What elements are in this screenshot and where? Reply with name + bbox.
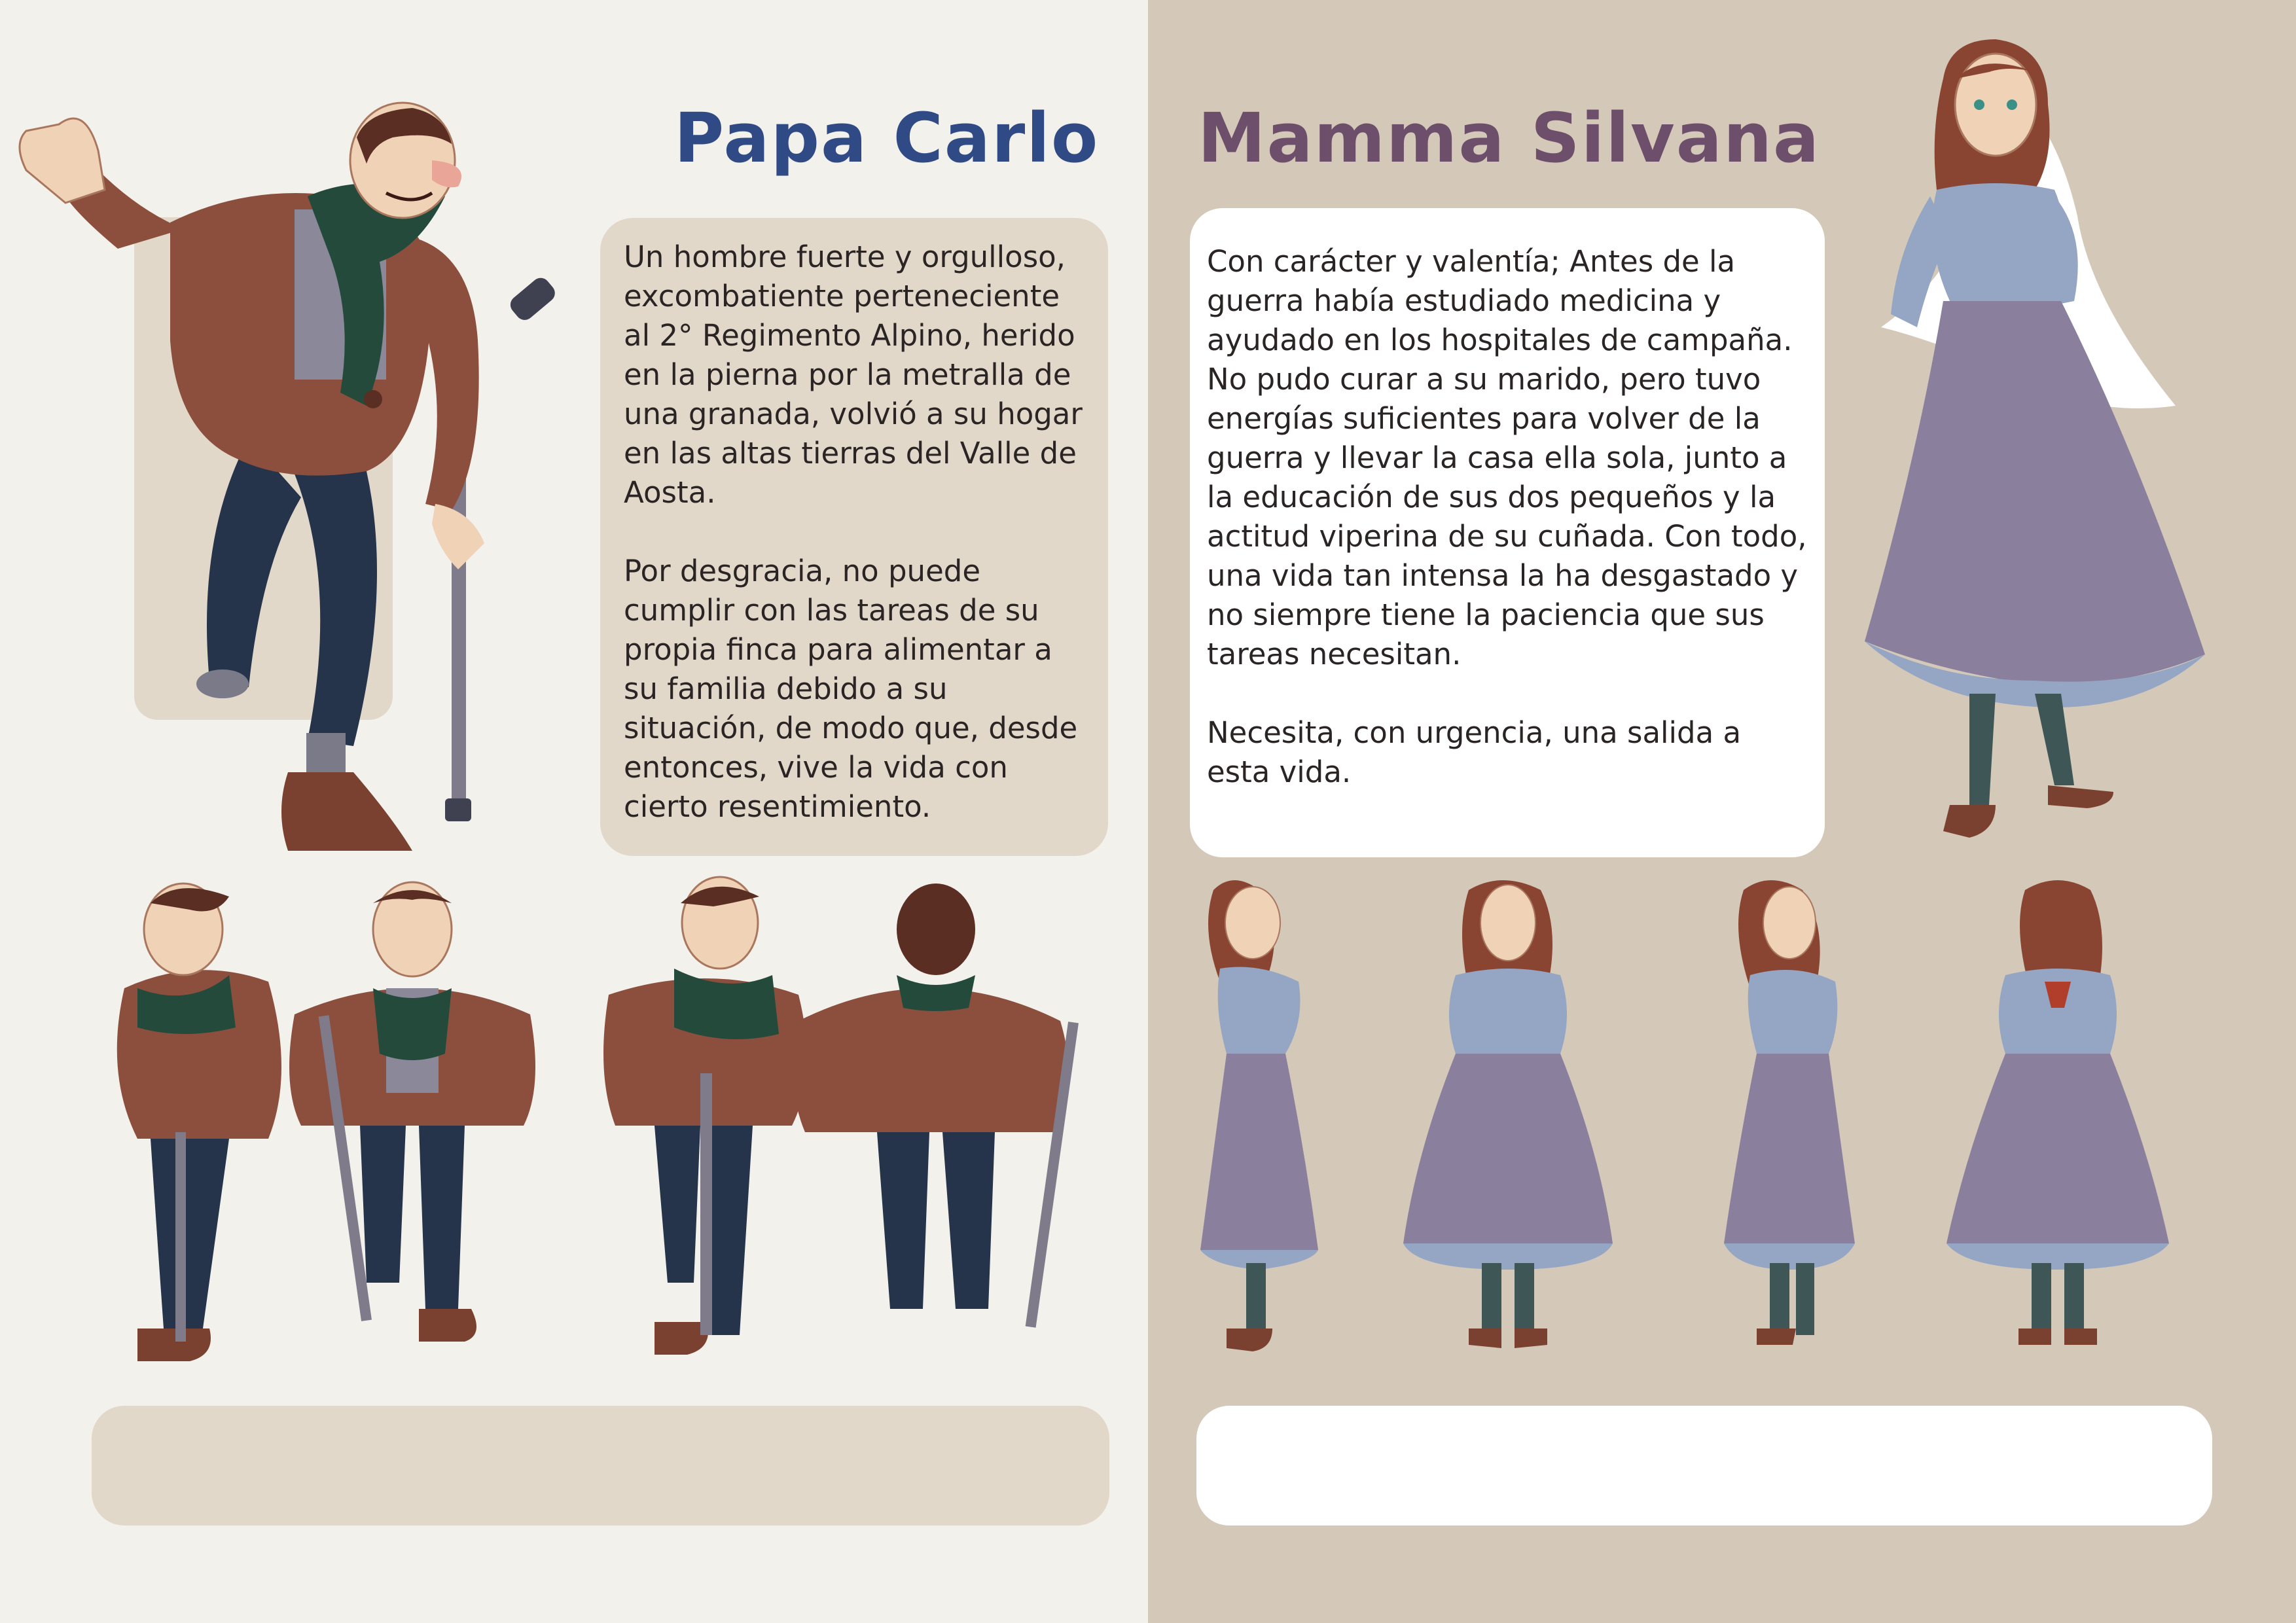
mamma-silvana-turnaround (1148, 877, 2296, 1387)
papa-carlo-illustration (0, 0, 589, 864)
character-name-title: Papa Carlo (674, 98, 1100, 178)
turnaround-view-front (1403, 880, 1613, 1348)
turnaround-view-three-quarter (603, 877, 807, 1355)
turnaround-view-side (117, 883, 281, 1361)
turnaround-view-three-quarter (1724, 880, 1855, 1345)
mamma-silvana-illustration (1839, 0, 2231, 864)
notes-box (1196, 1406, 2212, 1525)
turnaround-view-back (793, 883, 1079, 1328)
bio-paragraph: Por desgracia, no puede cumplir con las tareas de su propia finca para alimentar a su familia debido a su situación, de modo que, desde entonces, vive la vida con cierto resentimiento. (624, 554, 1078, 824)
character-bio-card (1190, 208, 1825, 857)
turnaround-view-side (1200, 880, 1318, 1351)
turnaround-view-front (289, 882, 535, 1342)
character-bio-card (600, 218, 1108, 856)
turnaround-view-back (1946, 880, 2169, 1345)
notes-box (92, 1406, 1109, 1525)
page-right (1148, 0, 2296, 1623)
bio-paragraph: Necesita, con urgencia, una salida a esta vida. (1207, 715, 1742, 789)
character-name-title: Mamma Silvana (1198, 98, 1821, 178)
bio-paragraph: Un hombre fuerte y orgulloso, excombatiente perteneciente al 2° Regimento Alpino, herido en la pierna por la metralla de una granada, volvió a su hogar en las altas tierras del Valle de Aosta. (624, 240, 1083, 510)
papa-carlo-turnaround (0, 877, 1148, 1374)
bio-paragraph: Con carácter y valentía; Antes de la guerra había estudiado medicina y ayudado en los hospitales de campaña. No pudo curar a su marido, pero tuvo energías suficientes para volver de la guerra y llevar la casa ella sola, junto a la educación de sus dos pequeños y la actitud viperina de su cuñada. Con todo, una vida tan intensa la ha desgastado y no siempre tiene la paciencia que sus tareas necesitan. (1207, 244, 1807, 671)
